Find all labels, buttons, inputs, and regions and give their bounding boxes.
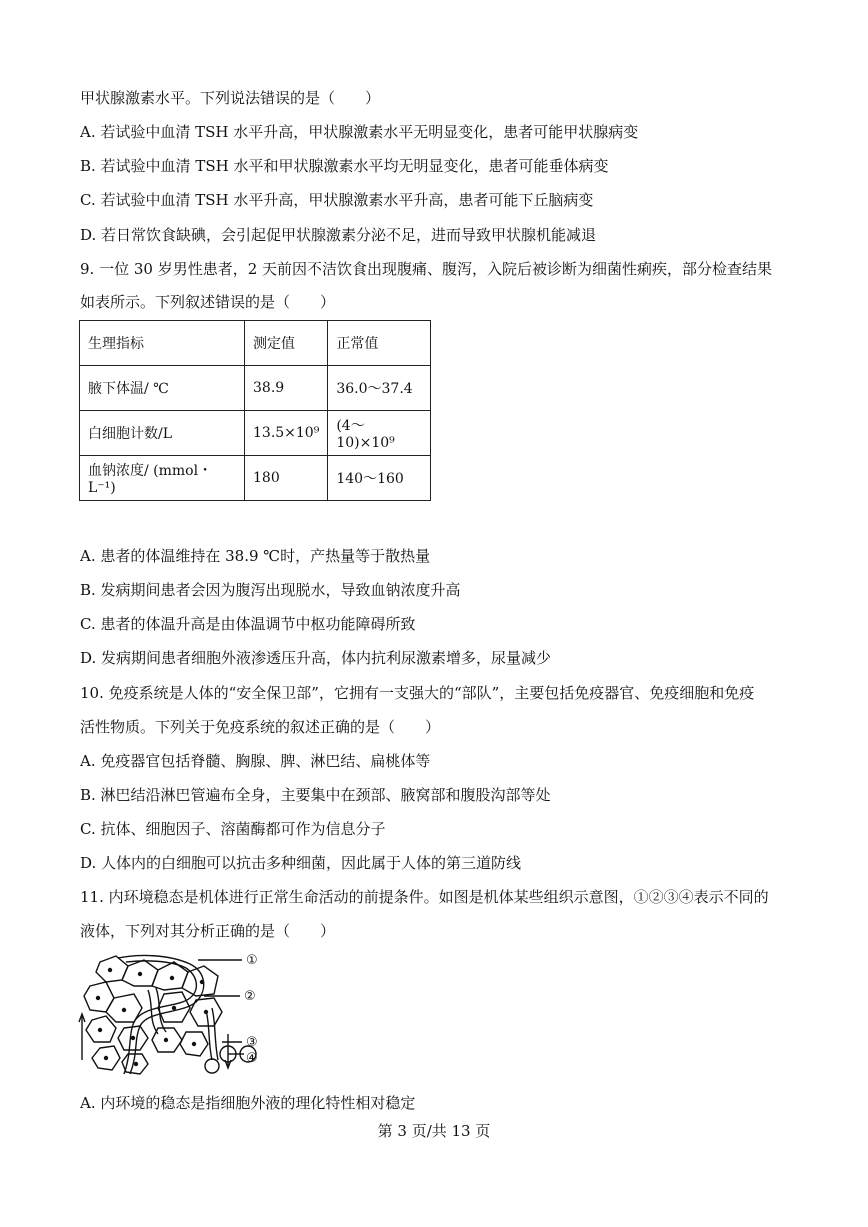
q9-option-a: A. 患者的体温维持在 38.9 ℃时，产热量等于散热量: [80, 547, 431, 565]
q11-stem-line2: 液体，下列对其分析正确的是（ ）: [80, 922, 336, 940]
q8-option-c: C. 若试验中血清 TSH 水平升高，甲状腺激素水平升高，患者可能下丘脑病变: [80, 191, 594, 209]
table-cell: 140～160: [328, 456, 431, 501]
q9-data-table: [79, 320, 431, 501]
q9-stem-line1: 9. 一位 30 岁男性患者，2 天前因不洁饮食出现腹痛、腹泻，入院后被诊断为细菌性痢疾，部分检查结果: [80, 260, 773, 278]
table-cell: 36.0～37.4: [328, 366, 431, 411]
q11-stem-line1: 11. 内环境稳态是机体进行正常生命活动的前提条件。如图是机体某些组织示意图，①②③④表示不同的: [80, 888, 769, 906]
table-header-row: [80, 321, 431, 366]
q10-option-b: B. 淋巴结沿淋巴管遍布全身，主要集中在颈部、腋窝部和腹股沟部等处: [80, 786, 551, 804]
q9-option-d: D. 发病期间患者细胞外液渗透压升高，体内抗利尿激素增多，尿量减少: [80, 649, 552, 667]
q9-option-b: B. 发病期间患者会因为腹泻出现脱水，导致血钠浓度升高: [80, 581, 461, 599]
figure-label-1: ①: [246, 953, 258, 968]
q10-option-d: D. 人体内的白细胞可以抗击多种细菌，因此属于人体的第三道防线: [80, 854, 522, 872]
page-footer: 第 3 页/共 13 页: [377, 1122, 491, 1140]
q11-option-a: A. 内环境的稳态是指细胞外液的理化特性相对稳定: [80, 1094, 416, 1112]
q8-stem-tail: 甲状腺激素水平。下列说法错误的是（ ）: [80, 89, 381, 107]
figure-label-3: ③: [246, 1035, 258, 1050]
q8-option-d: D. 若日常饮食缺碘，会引起促甲状腺激素分泌不足，进而导致甲状腺机能减退: [80, 226, 597, 244]
q10-option-a: A. 免疫器官包括脊髓、胸腺、脾、淋巴结、扁桃体等: [80, 752, 431, 770]
table-cell: (4～10)×10⁹: [328, 411, 431, 456]
q10-stem-line2: 活性物质。下列关于免疫系统的叙述正确的是（ ）: [80, 718, 441, 736]
table-cell: 血钠浓度/ (mmol・L⁻¹): [80, 456, 245, 501]
q9-option-c: C. 患者的体温升高是由体温调节中枢功能障碍所致: [80, 615, 416, 633]
q10-stem-line1: 10. 免疫系统是人体的“安全保卫部”，它拥有一支强大的“部队”，主要包括免疫器官、免疫细胞和免疫: [80, 684, 755, 702]
q10-option-c: C. 抗体、细胞因子、溶菌酶都可作为信息分子: [80, 820, 386, 838]
table-header-cell: 正常值: [328, 321, 431, 366]
table-row: [80, 411, 431, 456]
table-cell: 38.9: [245, 366, 328, 411]
table-row: [80, 366, 431, 411]
q9-stem-line2: 如表所示。下列叙述错误的是（ ）: [80, 293, 336, 311]
figure-label-4: ④: [246, 1051, 258, 1066]
figure-label-2: ②: [244, 989, 256, 1004]
q8-option-a: A. 若试验中血清 TSH 水平升高，甲状腺激素水平无明显变化，患者可能甲状腺病变: [80, 123, 639, 141]
table-cell: 13.5×10⁹: [245, 411, 328, 456]
table-cell: 180: [245, 456, 328, 501]
q8-option-b: B. 若试验中血清 TSH 水平和甲状腺激素水平均无明显变化，患者可能垂体病变: [80, 157, 609, 175]
table-header-cell: 生理指标: [80, 321, 245, 366]
table-cell: 腋下体温/ ℃: [80, 366, 245, 411]
tissue-diagram: [78, 950, 268, 1084]
table-row: [80, 456, 431, 501]
table-header-cell: 测定值: [245, 321, 328, 366]
table-cell: 白细胞计数/L: [80, 411, 245, 456]
